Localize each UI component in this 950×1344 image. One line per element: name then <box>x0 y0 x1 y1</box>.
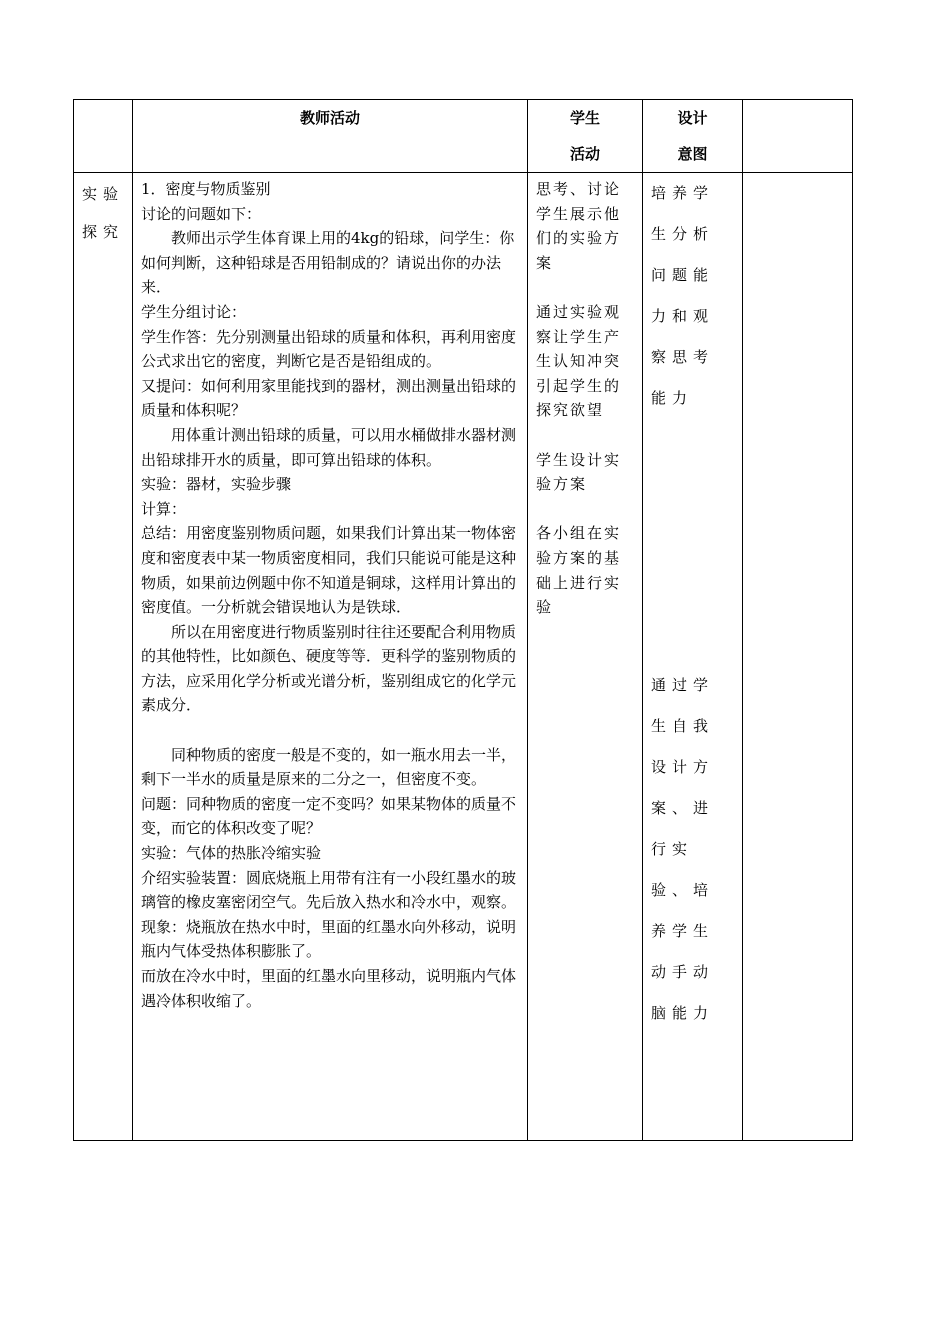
design-intent-spacer <box>651 419 734 665</box>
header-design-line2: 意图 <box>677 145 708 163</box>
teacher-paragraph: 用体重计测出铅球的质量，可以用水桶做排水器材测出铅球排开水的质量，即可算出铅球的体积。 <box>141 425 517 469</box>
header-design-intent <box>643 100 743 173</box>
teacher-paragraph: 所以在用密度进行物质鉴别时往往还要配合利用物质的其他特性，比如颜色、硬度等等．更科学的鉴别物质的方法，应采用化学分析或光谱分析，鉴别组成它的化学元素成分． <box>141 622 517 715</box>
student-activity-item: 各小组在实验方案的基础上进行实验 <box>536 524 622 617</box>
teacher-paragraph: 计算： <box>141 499 187 518</box>
extra-empty-cell <box>743 173 853 1141</box>
teacher-paragraph: 1．密度与物质鉴别 <box>141 180 271 198</box>
teacher-paragraph: 同种物质的密度一般是不变的，如一瓶水用去一半，剩下一半水的质量是原来的二分之一，但密度不变。 <box>141 745 517 789</box>
student-activity-item: 学生设计实验方案 <box>536 450 622 494</box>
header-extra-cell <box>743 100 853 173</box>
section-label-cell <box>74 173 133 1141</box>
header-student-line2: 活动 <box>569 145 600 163</box>
student-activity-item: 通过实验观察让学生产生认知冲突引起学生的探究欲望 <box>536 302 622 420</box>
teacher-paragraph: 学生作答：先分别测量出铅球的质量和体积，再利用密度公式求出它的密度，判断它是否是铅组成的。 <box>141 327 517 371</box>
teacher-paragraph: 而放在冷水中时，里面的红墨水向里移动，说明瓶内气体遇冷体积收缩了。 <box>141 967 517 1010</box>
teacher-blank-line <box>141 718 519 743</box>
teacher-paragraph: 实验：气体的热胀冷缩实验 <box>141 844 322 863</box>
header-teacher-activity: 教师活动 <box>133 100 528 173</box>
teacher-paragraph: 实验：器材，实验步骤 <box>141 475 292 494</box>
teacher-paragraph: 又提问：如何利用家里能找到的器材，测出测量出铅球的质量和体积呢？ <box>141 376 517 420</box>
teacher-paragraph: 问题：同种物质的密度一定不变吗？如果某物体的质量不变，而它的体积改变了呢？ <box>141 794 517 838</box>
teacher-activity-cell <box>133 173 528 1141</box>
design-intent-cell <box>643 173 743 1141</box>
teacher-paragraph: 讨论的问题如下： <box>141 204 262 223</box>
teacher-paragraph: 现象：烧瓶放在热水中时，里面的红墨水向外移动，说明瓶内气体受热体积膨胀了。 <box>141 917 517 961</box>
teacher-paragraph: 学生分组讨论： <box>141 302 247 321</box>
lesson-table <box>73 99 853 1141</box>
header-student-activity <box>528 100 643 173</box>
design-intent-first: 培养学生分析问题能力和观察思考能力 <box>651 184 715 407</box>
design-intent-second: 通过学生自我设计方案、进行实验、培养学生动手动脑能力 <box>651 676 715 1022</box>
header-student-line1: 学生 <box>569 109 600 127</box>
teacher-paragraph: 教师出示学生体育课上用的4kg的铅球，问学生：你如何判断，这种铅球是否用铅制成的？请说出你的办法来． <box>141 229 515 297</box>
teacher-paragraph: 总结：用密度鉴别物质问题，如果我们计算出某一物体密度和密度表中某一物质密度相同，我们只能说可能是这种物质，如果前边例题中你不知道是铜球，这样用计算出的密度值。一分析就会错误地认为是铁球． <box>141 524 517 617</box>
section-label-line2: 探究 <box>82 223 125 241</box>
student-activity-item: 思考、讨论学生展示他们的实验方案 <box>536 180 622 272</box>
student-activity-cell <box>528 173 643 1141</box>
header-empty-cell <box>74 100 133 173</box>
header-row <box>74 100 853 173</box>
section-label-line1: 实验 <box>82 185 125 203</box>
content-row <box>74 173 853 1141</box>
teacher-paragraph: 介绍实验装置：圆底烧瓶上用带有注有一小段红墨水的玻璃管的橡皮塞密闭空气。先后放入热水和冷水中，观察。 <box>141 868 517 912</box>
header-design-line1: 设计 <box>677 109 708 127</box>
